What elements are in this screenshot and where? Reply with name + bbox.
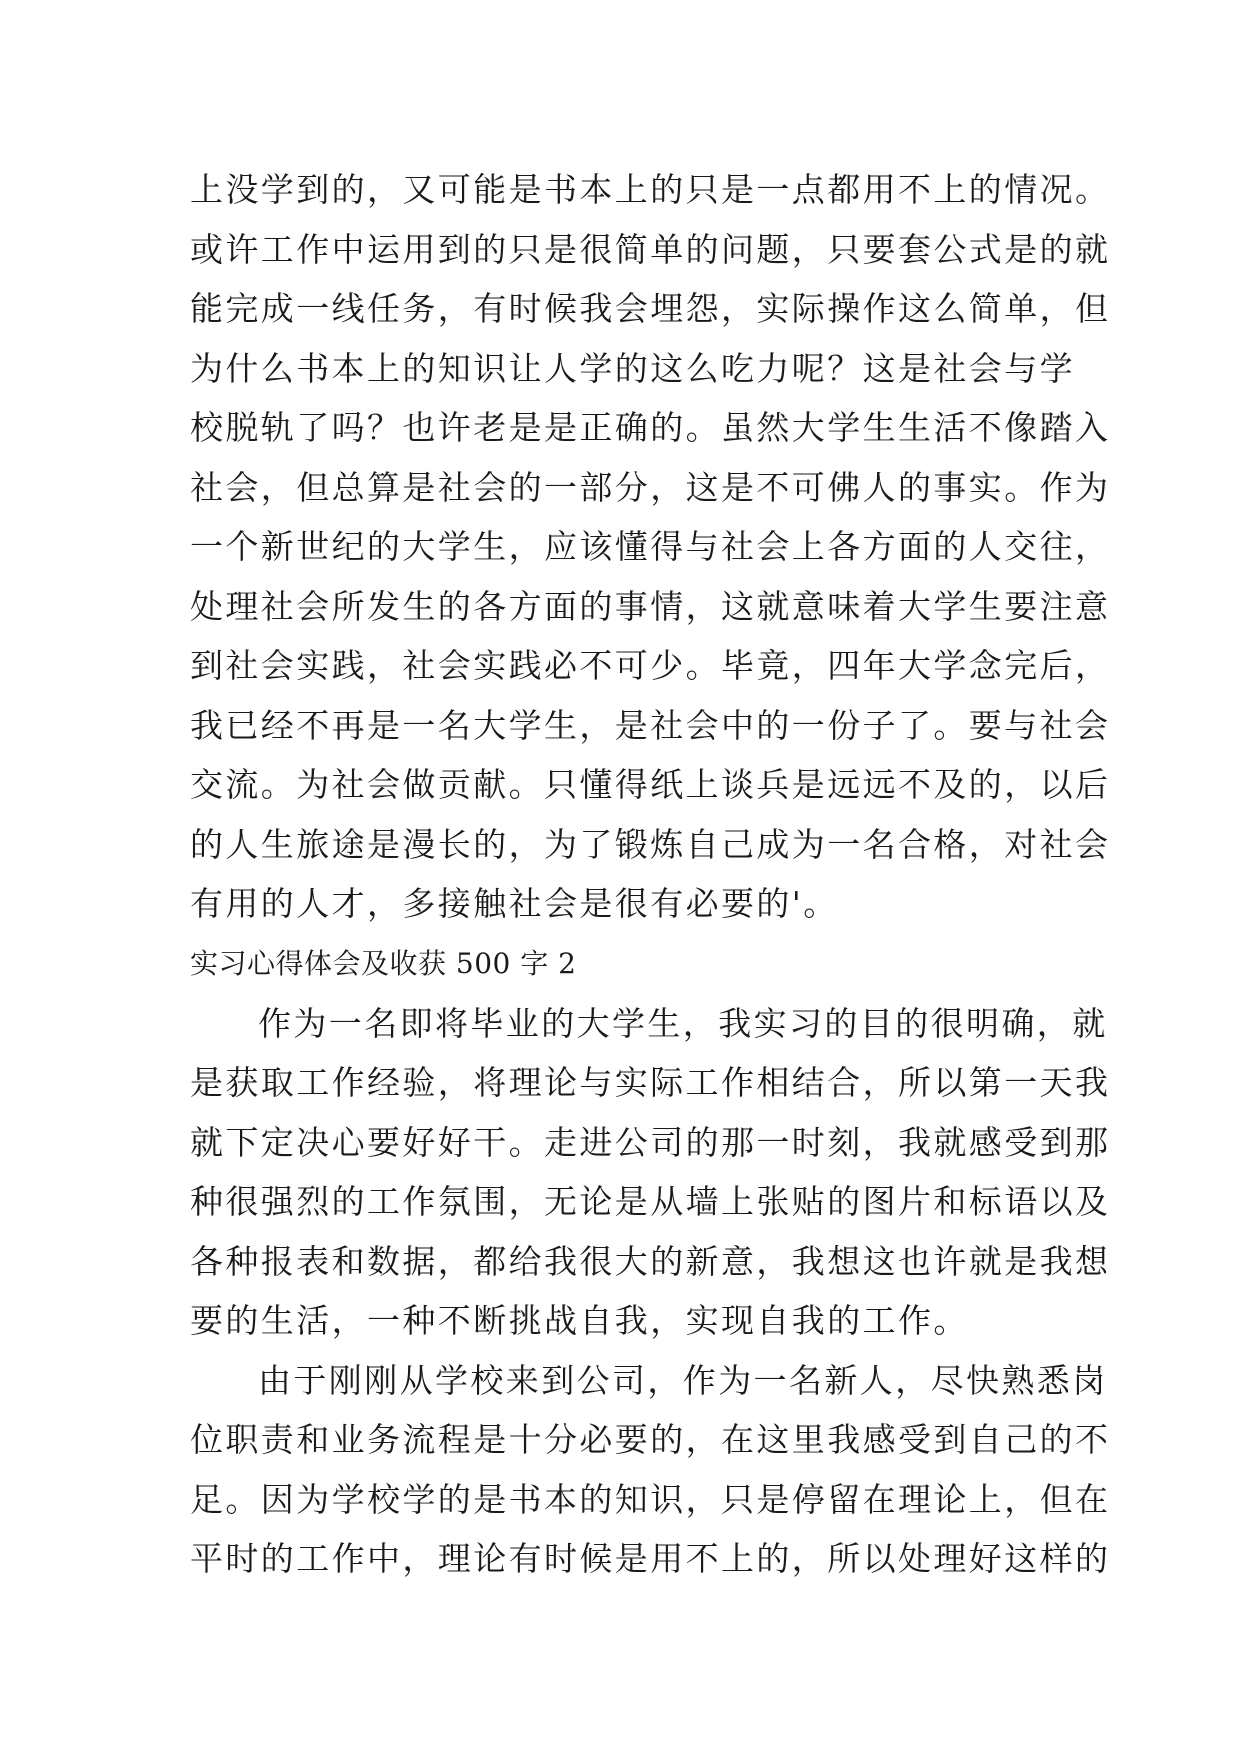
paragraph-3 bbox=[190, 1351, 1111, 1589]
paragraph-line: 要的生活，一种不断挑战自我，实现自我的工作。 bbox=[190, 1301, 969, 1340]
paragraph-2 bbox=[190, 994, 1111, 1351]
paragraph-1 bbox=[190, 160, 1111, 934]
paragraph-line: 就下定决心要好好干。走进公司的那一时刻，我就感受到那 bbox=[190, 1122, 1111, 1162]
paragraph-line: 或许工作中运用到的只是很简单的问题，只要套公式是的就 bbox=[190, 229, 1111, 269]
paragraph-line: 到社会实践，社会实践必不可少。毕竟，四年大学念完后， bbox=[190, 646, 1111, 685]
paragraph-line: 能完成一线任务，有时候我会埋怨，实际操作这么简单，但 bbox=[190, 289, 1111, 328]
paragraph-line: 作为一名即将毕业的大学生，我实习的目的很明确，就 bbox=[258, 1003, 1108, 1043]
paragraph-line: 社会，但总算是社会的一部分，这是不可佛人的事实。作为 bbox=[190, 467, 1111, 507]
paragraph-line: 交流。为社会做贡献。只懂得纸上谈兵是远远不及的，以后 bbox=[190, 765, 1111, 804]
paragraph-line: 平时的工作中，理论有时候是用不上的，所以处理好这样的 bbox=[190, 1539, 1111, 1578]
document-body bbox=[190, 160, 1111, 1589]
section-heading: 实习心得体会及收获 500 字 2 bbox=[190, 946, 577, 980]
paragraph-line: 是获取工作经验，将理论与实际工作相结合，所以第一天我 bbox=[190, 1063, 1111, 1102]
paragraph-line: 我已经不再是一名大学生，是社会中的一份子了。要与社会 bbox=[190, 705, 1111, 745]
paragraph-line: 校脱轨了吗？也许老是是正确的。虽然大学生生活不像踏入 bbox=[190, 408, 1111, 447]
paragraph-line: 为什么书本上的知识让人学的这么吃力呢？这是社会与学 bbox=[190, 348, 1075, 388]
paragraph-line: 一个新世纪的大学生，应该懂得与社会上各方面的人交往， bbox=[190, 527, 1111, 566]
paragraph-line: 种很强烈的工作氛围，无论是从墙上张贴的图片和标语以及 bbox=[190, 1182, 1111, 1221]
paragraph-line: 处理社会所发生的各方面的事情，这就意味着大学生要注意 bbox=[190, 586, 1111, 626]
paragraph-line: 足。因为学校学的是书本的知识，只是停留在理论上，但在 bbox=[190, 1479, 1111, 1519]
paragraph-line: 各种报表和数据，都给我很大的新意，我想这也许就是我想 bbox=[190, 1241, 1111, 1281]
paragraph-line: 有用的人才，多接触社会是很有必要的'。 bbox=[190, 884, 839, 923]
paragraph-line: 的人生旅途是漫长的，为了锻炼自己成为一名合格，对社会 bbox=[190, 824, 1111, 864]
paragraph-line: 上没学到的，又可能是书本上的只是一点都用不上的情况。 bbox=[190, 170, 1111, 209]
paragraph-line: 由于刚刚从学校来到公司，作为一名新人，尽快熟悉岗 bbox=[258, 1360, 1108, 1400]
paragraph-line: 位职责和业务流程是十分必要的，在这里我感受到自己的不 bbox=[190, 1420, 1111, 1459]
